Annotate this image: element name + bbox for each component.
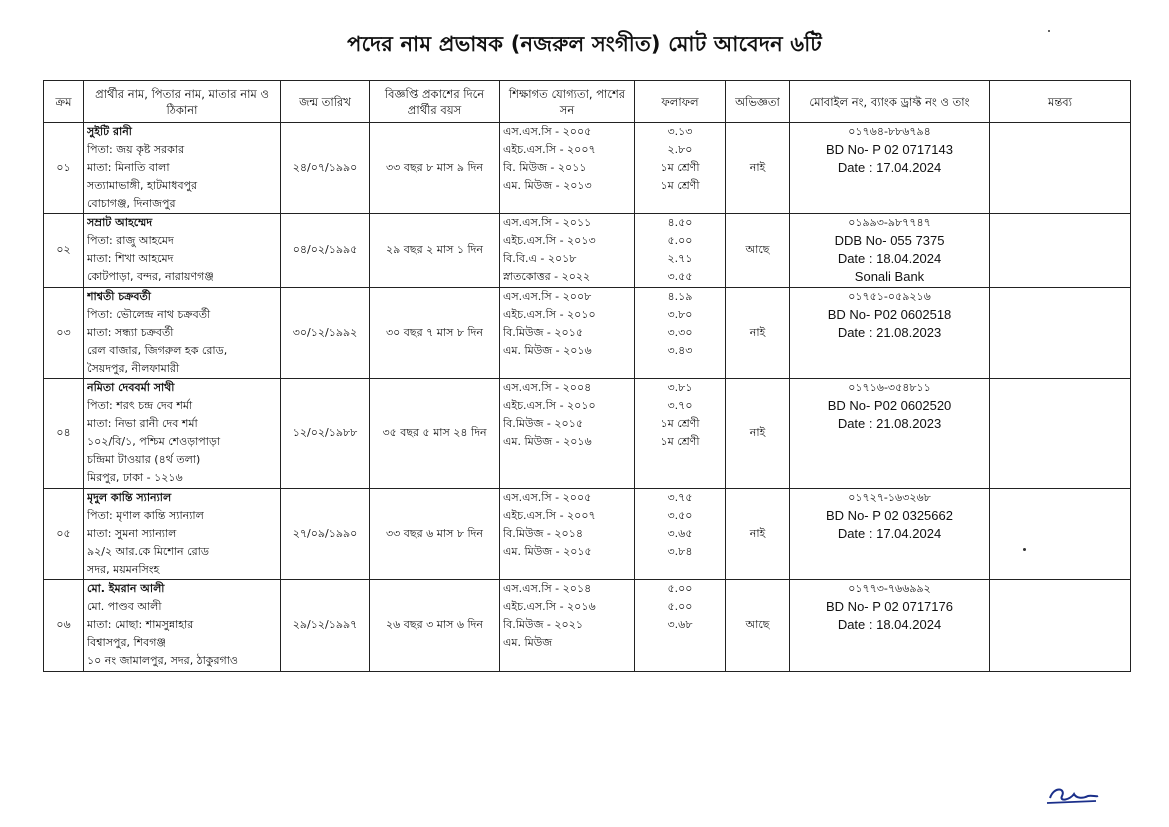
dob-cell: ২৭/০৯/১৯৯০ [281, 489, 370, 580]
remarks-cell [990, 123, 1131, 214]
applicant-detail-line: সদর, ময়মনসিংহ [87, 563, 160, 576]
applicant-name: শাশ্বতী চক্রবর্তী [87, 290, 151, 303]
serial-cell: ০২ [44, 214, 84, 288]
header-contact: মোবাইল নং, ব্যাংক ড্রাফ্ট নং ও তাং [790, 81, 990, 123]
bank-draft-line: BD No- P 02 0717176 [826, 599, 953, 614]
applicant-name: সম্রাট আহম্মেদ [87, 216, 153, 229]
applicant-info-cell [84, 123, 281, 214]
contact-cell [790, 288, 990, 379]
applicant-detail-line: ৯২/২ আর.কে মিশোন রোড [87, 545, 209, 558]
applicant-info-cell [84, 214, 281, 288]
bank-draft-line: BD No- P02 0602518 [827, 307, 952, 322]
header-result: ফলাফল [635, 81, 726, 123]
table-row [44, 379, 1131, 489]
result-cell: ৩.৭৫ ৩.৫০ ৩.৬৫ ৩.৮৪ [635, 489, 726, 580]
mobile-number: ০১৯৯৩-৯৮৭৭৪৭ [848, 216, 931, 229]
result-cell: ৪.১৯ ৩.৮০ ৩.৩০ ৩.৪৩ [635, 288, 726, 379]
applicant-detail-line: মাতা: মোছা: শামসুন্নাহার [87, 618, 194, 631]
applicant-info-cell [84, 580, 281, 672]
education-cell: এস.এস.সি - ২০০৫ এইচ.এস.সি - ২০০৭ বি.মিউজ - ২০১৪ এম. মিউজ - ২০১৫ [500, 489, 635, 580]
result-cell: ৩.৮১ ৩.৭০ ১ম শ্রেণী ১ম শ্রেণী [635, 379, 726, 489]
header-experience: অভিজ্ঞতা [726, 81, 790, 123]
contact-cell [790, 379, 990, 489]
header-serial: ক্রম [44, 81, 84, 123]
scan-speck [1023, 548, 1026, 551]
age-cell: ২৬ বছর ৩ মাস ৬ দিন [370, 580, 500, 672]
contact-cell [790, 214, 990, 288]
bank-draft-line: BD No- P 02 0717143 [826, 142, 953, 157]
applicant-detail-line: ১০২/বি/১, পশ্চিম শেওড়াপাড়া [87, 435, 221, 448]
remarks-cell [990, 214, 1131, 288]
contact-cell [790, 489, 990, 580]
table-row [44, 580, 1131, 672]
header-age: বিজ্ঞপ্তি প্রকাশের দিনে প্রার্থীর বয়স [370, 81, 500, 123]
age-cell: ২৯ বছর ২ মাস ১ দিন [370, 214, 500, 288]
applicant-detail-line: পিতা: জয় কৃষ্ট সরকার [87, 143, 185, 156]
dob-cell: ৩০/১২/১৯৯২ [281, 288, 370, 379]
dob-cell: ২৪/০৭/১৯৯০ [281, 123, 370, 214]
table-row [44, 489, 1131, 580]
mobile-number: ০১৭১৬-৩৫৪৮১১ [848, 381, 931, 394]
bank-draft-line: DDB No- 055 7375 [834, 233, 945, 248]
applicant-detail-line: মিরপুর, ঢাকা - ১২১৬ [87, 471, 183, 484]
result-cell: ৫.০০ ৫.০০ ৩.৬৮ [635, 580, 726, 672]
dob-cell: ০৪/০২/১৯৯৫ [281, 214, 370, 288]
header-remarks: মন্তব্য [990, 81, 1131, 123]
header-dob: জন্ম তারিখ [281, 81, 370, 123]
serial-cell: ০১ [44, 123, 84, 214]
applicant-detail-line: পিতা: শরৎ চন্দ্র দেব শর্মা [87, 399, 193, 412]
remarks-cell [990, 489, 1131, 580]
bank-draft-line: Date : 21.08.2023 [837, 325, 942, 340]
age-cell: ৩০ বছর ৭ মাস ৮ দিন [370, 288, 500, 379]
applicant-name: নমিতা দেববর্মা সাথী [87, 381, 175, 394]
education-cell: এস.এস.সি - ২০১১ এইচ.এস.সি - ২০১৩ বি.বি.এ - ২০১৮ স্নাতকোত্তর - ২০২২ [500, 214, 635, 288]
applicant-name: মৃদুল কান্তি স্যান্যাল [87, 491, 172, 504]
contact-cell [790, 123, 990, 214]
contact-cell [790, 580, 990, 672]
applicant-name: সুইটি রানী [87, 125, 132, 138]
scan-speck [1048, 30, 1050, 32]
age-cell: ৩৫ বছর ৫ মাস ২৪ দিন [370, 379, 500, 489]
applicant-detail-line: পিতা: মৃণাল কান্তি স্যান্যাল [87, 509, 204, 522]
applicant-detail-line: মাতা: মিনাতি বালা [87, 161, 170, 174]
age-cell: ৩৩ বছর ৬ মাস ৮ দিন [370, 489, 500, 580]
applicant-info-cell [84, 379, 281, 489]
applicant-detail-line: মাতা: সন্ধ্যা চক্রবর্তী [87, 326, 174, 339]
bank-draft-line: Date : 17.04.2024 [837, 526, 942, 541]
applicant-table [43, 80, 1131, 672]
education-cell: এস.এস.সি - ২০০৪ এইচ.এস.সি - ২০১০ বি.মিউজ - ২০১৫ এম. মিউজ - ২০১৬ [500, 379, 635, 489]
experience-cell: নাই [726, 288, 790, 379]
dob-cell: ১২/০২/১৯৮৮ [281, 379, 370, 489]
experience-cell: নাই [726, 379, 790, 489]
applicant-detail-line: পিতা: ভৌলেন্দ্র নাথ চক্রবর্তী [87, 308, 211, 321]
experience-cell: আছে [726, 580, 790, 672]
experience-cell: নাই [726, 489, 790, 580]
applicant-name: মো. ইমরান আলী [87, 582, 165, 595]
page-title: পদের নাম প্রভাষক (নজরুল সংগীত) মোট আবেদন ৬টি [347, 32, 822, 56]
applicant-detail-line: মাতা: নিভা রানী দেব শর্মা [87, 417, 198, 430]
applicant-detail-line: কোটপাড়া, বন্দর, নারায়ণগঞ্জ [87, 270, 214, 283]
bank-draft-line: Date : 21.08.2023 [837, 416, 942, 431]
bank-draft-line: BD No- P 02 0325662 [826, 508, 953, 523]
serial-cell: ০৪ [44, 379, 84, 489]
education-cell: এস.এস.সি - ২০০৫ এইচ.এস.সি - ২০০৭ বি. মিউজ - ২০১১ এম. মিউজ - ২০১৩ [500, 123, 635, 214]
experience-cell: নাই [726, 123, 790, 214]
bank-draft-line: Sonali Bank [854, 269, 925, 284]
age-cell: ৩৩ বছর ৮ মাস ৯ দিন [370, 123, 500, 214]
mobile-number: ০১৭৭৩-৭৬৬৯৯২ [848, 582, 931, 595]
bank-draft-line: Date : 18.04.2024 [837, 251, 942, 266]
applicant-info-cell [84, 288, 281, 379]
applicant-detail-line: সত্যামাভাঙ্গী, হাটমাধবপুর [87, 179, 198, 192]
experience-cell: আছে [726, 214, 790, 288]
applicant-detail-line: সৈয়দপুর, নীলফামারী [87, 362, 180, 375]
remarks-cell [990, 288, 1131, 379]
applicant-detail-line: মাতা: সুমনা স্যান্যাল [87, 527, 177, 540]
serial-cell: ০৩ [44, 288, 84, 379]
applicant-detail-line: রেল বাজার, জিগরুল হক রোড, [87, 344, 228, 357]
education-cell: এস.এস.সি - ২০০৮ এইচ.এস.সি - ২০১০ বি.মিউজ - ২০১৫ এম. মিউজ - ২০১৬ [500, 288, 635, 379]
result-cell: ৩.১৩ ২.৮০ ১ম শ্রেণী ১ম শ্রেণী [635, 123, 726, 214]
table-header-row [44, 81, 1131, 123]
applicant-detail-line: ১০ নং জামালপুর, সদর, ঠাকুরগাও [87, 654, 239, 667]
education-cell: এস.এস.সি - ২০১৪ এইচ.এস.সি - ২০১৬ বি.মিউজ - ২০২১ এম. মিউজ [500, 580, 635, 672]
serial-cell: ০৬ [44, 580, 84, 672]
applicant-detail-line: বিশ্বাসপুর, শিবগঞ্জ [87, 636, 166, 649]
signature [1044, 784, 1100, 806]
bank-draft-line: BD No- P02 0602520 [827, 398, 952, 413]
applicant-detail-line: মাতা: শিখা আহমেদ [87, 252, 174, 265]
bank-draft-line: Date : 18.04.2024 [837, 617, 942, 632]
applicant-detail-line: বোচাগঞ্জ, দিনাজপুর [87, 197, 176, 210]
table-row [44, 288, 1131, 379]
bank-draft-line: Date : 17.04.2024 [837, 160, 942, 175]
applicant-detail-line: মো. পাণ্ডব আলী [87, 600, 162, 613]
remarks-cell [990, 580, 1131, 672]
table-row [44, 123, 1131, 214]
mobile-number: ০১৭৫১-০৫৯২১৬ [848, 290, 931, 303]
remarks-cell [990, 379, 1131, 489]
header-name: প্রার্থীর নাম, পিতার নাম, মাতার নাম ও ঠিকানা [84, 81, 281, 123]
dob-cell: ২৯/১২/১৯৯৭ [281, 580, 370, 672]
applicant-detail-line: পিতা: রাজু আহমেদ [87, 234, 174, 247]
header-education: শিক্ষাগত যোগ্যতা, পাশের সন [500, 81, 635, 123]
applicant-detail-line: চন্দ্রিমা টাওয়ার (৪র্থ তলা) [87, 453, 201, 466]
applicant-info-cell [84, 489, 281, 580]
result-cell: ৪.৫০ ৫.০০ ২.৭১ ৩.৫৫ [635, 214, 726, 288]
mobile-number: ০১৭৬৪-৮৮৬৭৯৪ [848, 125, 931, 138]
serial-cell: ০৫ [44, 489, 84, 580]
mobile-number: ০১৭২৭-১৬৩২৬৮ [848, 491, 931, 504]
table-row [44, 214, 1131, 288]
